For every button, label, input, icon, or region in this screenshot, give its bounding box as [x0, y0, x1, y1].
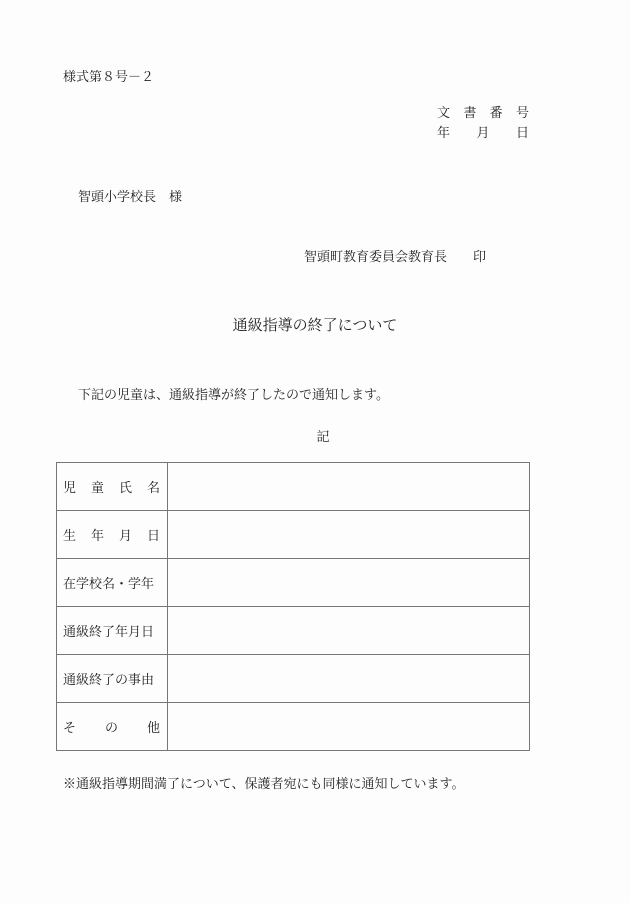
label-char: 生: [63, 529, 77, 544]
details-table: [56, 462, 530, 751]
date-year-char: 年: [437, 126, 451, 141]
table-row: [57, 559, 530, 607]
label-char: 氏: [118, 481, 132, 496]
end-date-value[interactable]: [168, 607, 530, 655]
addressee: 智頭小学校長 様: [78, 190, 183, 205]
doc-number-char: 書: [463, 106, 477, 121]
date-line: [437, 124, 529, 144]
row-label-school-grade: [57, 559, 168, 607]
date-day-char: 日: [515, 126, 529, 141]
student-name-value[interactable]: [168, 463, 530, 511]
school-grade-value[interactable]: [168, 559, 530, 607]
document-number-line: [437, 104, 529, 124]
label-char: 童: [90, 481, 104, 496]
label-text: 通級終了の事由: [63, 673, 155, 688]
label-char: の: [104, 721, 118, 736]
label-char: 月: [118, 529, 132, 544]
end-reason-value[interactable]: [168, 655, 530, 703]
row-label-other: [57, 703, 168, 751]
row-label-student-name: [57, 463, 168, 511]
row-label-birthdate: [57, 511, 168, 559]
date-month-char: 月: [476, 126, 490, 141]
label-char: 児: [63, 481, 77, 496]
table-row: [57, 511, 530, 559]
document-info: [437, 104, 529, 144]
label-char: 日: [146, 529, 160, 544]
label-text: 在学校名・学年: [63, 577, 155, 592]
ki-heading: 記: [316, 430, 330, 445]
document-title: 通級指導の終了について: [232, 316, 398, 334]
footnote: ※通級指導期間満了について、保護者宛にも同様に通知しています。: [63, 777, 465, 792]
label-char: 他: [146, 721, 160, 736]
label-char: 名: [146, 481, 160, 496]
row-label-end-reason: [57, 655, 168, 703]
table-row: [57, 463, 530, 511]
table-row: [57, 703, 530, 751]
doc-number-char: 文: [437, 106, 451, 121]
doc-number-char: 号: [515, 106, 529, 121]
label-char: 年: [90, 529, 104, 544]
sender: 智頭町教育委員会教育長 印: [304, 250, 487, 265]
label-text: 通級終了年月日: [63, 625, 155, 640]
row-label-end-date: [57, 607, 168, 655]
table-row: [57, 655, 530, 703]
label-char: そ: [63, 721, 77, 736]
doc-number-char: 番: [489, 106, 503, 121]
form-number: 様式第８号－２: [63, 70, 155, 85]
body-text: 下記の児童は、通級指導が終了したので通知します。: [78, 388, 389, 403]
other-value[interactable]: [168, 703, 530, 751]
table-row: [57, 607, 530, 655]
birthdate-value[interactable]: [168, 511, 530, 559]
